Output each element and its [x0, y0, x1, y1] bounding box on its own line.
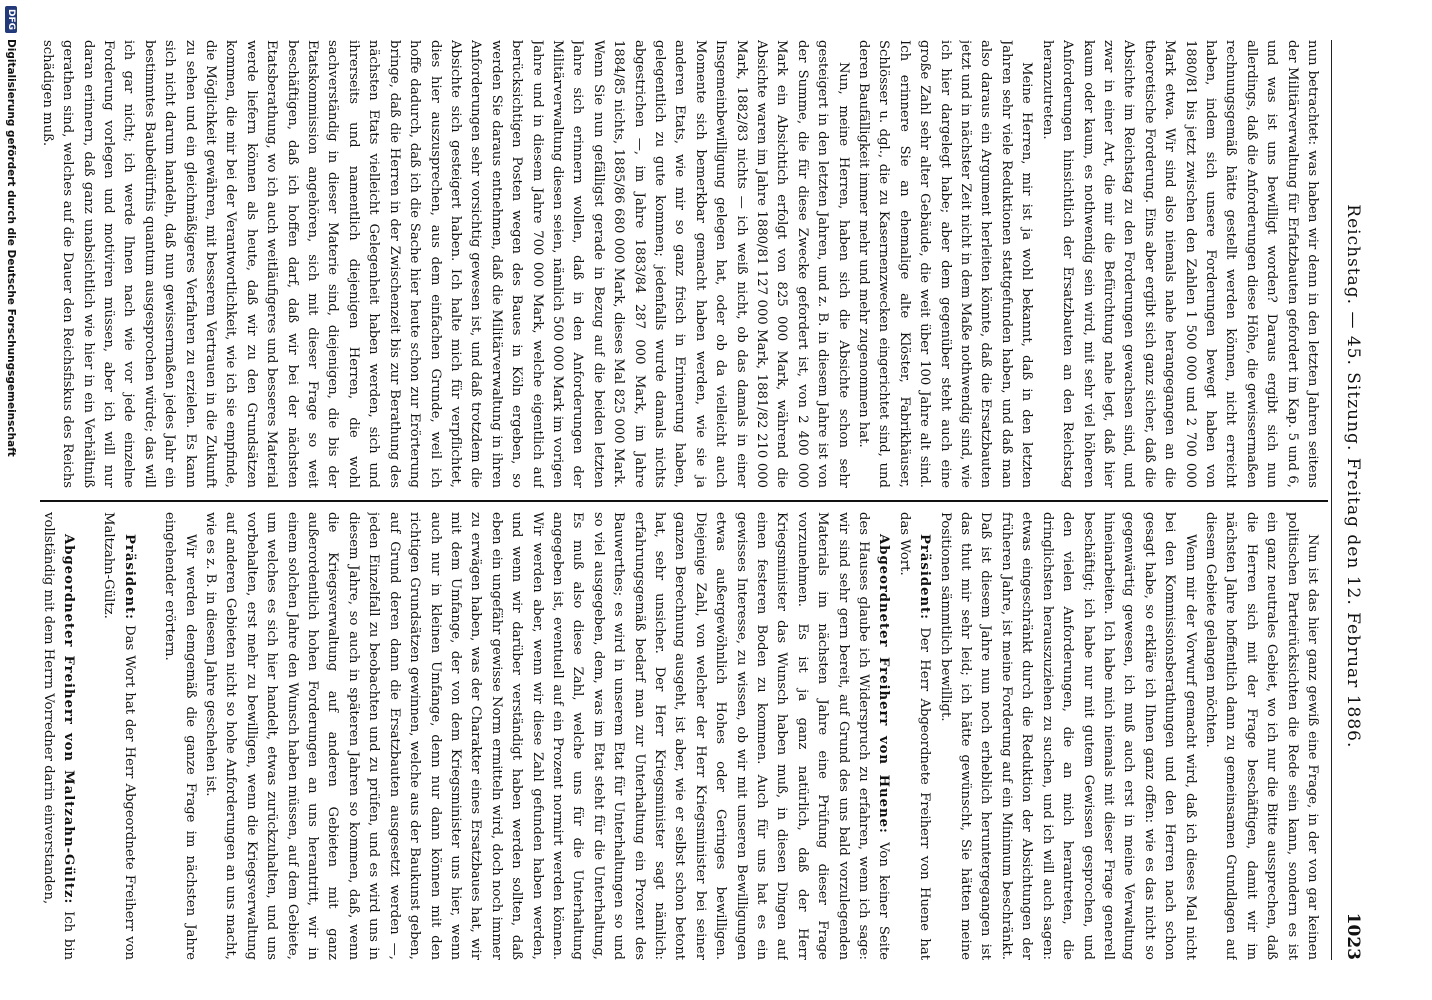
paragraph: Wenn mir der Vorwurf gemacht wird, daß ich dieses Mal nicht bei den Kommissionsberathungen und den Herren nach schon gesagt habe, so erkläre ich Ihnen ganz offen: wie es das nicht so gegenwärtig gewesen, ich muß auch erst in meine Verwaltung hineinarbeiten. Ich habe mich niemals mit dieser Frage generell beschäftigt; ich habe nur mit gutem Gewissen gesprochen, und den vielen Anforderungen, die an mich herantreten, die dringlichsten herauszuziehen zu suchen, und ich will auch sagen: etwas eingeschränkt durch die Reduktion der Absichtungen der früheren Jahre, ist meine Forderung auf ein Minimum beschränkt. Daß ist diesem Jahre nun noch erheblich heruntergegangen ist das thut mir sehr leid; ich hätte gewünscht, Sie hätten meine Positionen sämmtlich bewilligt.	[937, 512, 1198, 960]
speech-paragraph	[98, 512, 139, 960]
speech-text: Der Herr Abgeordnete Freiherr von Huene hat das Wort.	[896, 512, 933, 960]
paragraph: Nun, meine Herren, haben sich die Absichte schon sehr gesteigert in den letzten Jahren, und z. B. in diesem Jahre ist von der Summe, die für diese Zwecke gefordert ist, von 2 400 000 Mark ein Absichtich erfolgt von 825 000 Mark, während die Absichte waren im Jahre 1880/81 127 000 Mark, 1881/82 210 000 Mark, 1882/83 nichts — ich weiß nicht, ob das damals in einer Insgemeinbewilligung gelegen hat, oder ob da vielleicht auch Momente sich bemerkbar gemacht haben werden, wie sie ja anderen Etats, wie mir so ganz frisch in Erinnerung haben, gelegentlich zu gute kommen; jedenfalls wurde damals nichts abgestrichen —, im Jahre 1883/84 287 000 Mark, im Jahre 1884/85 nichts, 1885/86 680 000 Mark, dieses Mal 825 000 Mark. Wenn Sie nun gefälligst gerade in Bezug auf die beiden letzten Jahre sich erinnern wollen, daß in den Anforderungen der Militärverwaltung diesen seien, nämlich 500 000 Mark im vorigen Jahre und in diesem Jahre 700 000 Mark, welche eigentlich auf berücksichtigen Posten wegen des Baues in Köln ergeben, so werden Sie daraus entnehmen, daß die Militärverwaltung in ihren Anforderungen sehr vorsichtig gewesen ist, und daß trotzdem die Absichte sich gesteigert haben. Ich halte mich für verpflichtet, dies hier auszusprechen, aus dem einfachen Grunde, weil ich hoffe dadurch, daß ich die Sache hier heute schon zur Erörterung bringe, daß die Herren in der Zwischenzeit bis zur Berathung des nächsten Etats vielleicht Gelegenheit haben werden, sich und ihrerseits und namentlich diejenigen Herren, die wohl sachverständig in dieser Materie sind, diejenigen, die bis der Etatskommission angehören, sich mit dieser Frage so weit beschäftigen, daß ich hoffen darf, daß wir bei der nächsten Etatsberathung, wo ich auch weitläufigeres und besseres Material werde liefern können als heute, daß wir zu den Grundsätzen kommen, die mir bei der Verantwortlichkeit, wie ich sie empfinde, die Möglichkeit gewähren, mit besserem Vertrauen in die Zukunft zu sehen und ein gleichmäßigeres Verfahren zu erzielen. Es kann sich nicht darum handeln, daß nun gewissermaßen jedes Jahr ein bestimmtes Baubedürfnis quantum ausgesprochen würde; das will ich gar nicht; ich werde Ihnen nach wie vor jede einzelne Forderung vorlegen und motiviren müssen, aber ich will nur daran erinnern, daß ganz unabsichtlich wie hier in ein Verhältniß gerathen sind, welches auf die Dauer den Reichsfiskus des Reichs schädigen muß.	[40, 40, 851, 488]
paragraph: Nun ist das hier ganz gewiß eine Frage, in der von gar keinen politischen Parteirücksichten die Rede sein kann, sondern es ist ein ganz neutrales Gebiet, wo ich nur die Bitte aussprechen, daß die Herren sich mit der Frage beschäftigen, damit wir im nächsten Jahre hoffentlich dann zu gemeinsamen Grundlagen auf diesem Gebiete gelangen möchten.	[1202, 512, 1320, 960]
right-column	[40, 512, 1322, 960]
left-column	[40, 40, 1322, 488]
speech-text: Ich bin vollständig mit dem Herrn Vorredner darin einverstanden,	[40, 512, 77, 960]
header-title: Reichstag. — 45. Sitzung. Freitag den 12. Februar 1886.	[1343, 204, 1363, 749]
page-header	[1338, 40, 1368, 960]
speaker-name: Präsident:	[917, 534, 933, 621]
speaker-name: Abgeordneter Freiherr von Maltzahn-Gültz:	[61, 534, 77, 905]
page-number: 1023	[1343, 912, 1363, 960]
paragraph: nun betrachtet: was haben wir denn in den letzten Jahren seitens der Militärverwaltung für Erfatzbauten gefordert im Kap. 5 und 6, und was ist uns bewilligt worden? Daraus ergibt sich nun allerdings, daß die Anforderungen diese Höhe, die gewissermaßen rechnungsgemäß hätte gestellt werden können, nicht erreicht haben, indem sich unsere Forderungen bewegt haben von 1880/81 bis jetzt zwischen den Zahlen 1 500 000 und 2 700 000 Mark etwa. Wir sind also niemals nahe herangegangen an die theoretische Forderung. Eins aber ergibt sich ganz sicher, daß die Absichte im Reichstag zu den Forderungen gewachsen sind, und zwar in einer Art, die mir die Befürchtung nahe legt, daß hier kaum oder kaum, es nothwendig sein wird, mit sehr viel höheren Anforderungen hinsichtlich der Ersatzbauten an den Reichstag heranzutreten.	[1039, 40, 1320, 488]
footer-text: Digitalisierung gefördert durch die Deutsche Forschungsgemeinschaft	[5, 39, 17, 457]
speech-text: Von keiner Seite des Hauses glaube ich Widerspruch zu erfahren, wenn ich sage: wir sind sehr gern bereit, auf Grund des uns bald vorzulegenden Materials im nächsten Jahre eine Prüfung dieser Frage vorzunehmen. Es ist ja ganz natürlich, daß der Herr Kriegsminister das Wunsch haben muß, in diesen Dingen auf einen festeren Boden zu kommen. Auch für uns hat es ein gewisses Interesse, zu wissen, ob wir mit unseren Bewilligungen etwas außergewöhnlich Hohes oder Geringes bewilligen. Diejenige Zahl, von welcher der Herr Kriegsminister bei seiner ganzen Berechnung ausgeht, ist aber, wie er selbst schon betont hat, sehr unsicher. Der Herr Kriegsminister sagt nämlich: erfahrungsgemäß bedarf man zur Unterhaltung ein Prozent des Bauwerthes; es wird in unserem Etat für Unterhaltungen so und so viel ausgegeben, dem, was im Etat steht für die Unterhaltung, Es muß also diese Zahl, welche uns für die Unterhaltung angegeben ist, eventuell auf ein Prozent normirt werden können. Wir werden aber, wenn wir diese Zahl gefunden haben werden, und wenn wir darüber verständigt haben werden sollten, daß eben ein ungefähr gewisse Norm ermitteln wird, doch noch immer zu erwägen haben, was der Charakter eines Ersatzbaues hat, wir mit dem Umfange, der von dem Kriegsminister uns hier, wenn auch nur in kleinen Umfange, denn nur dann können mit den richtigen Grundsätzen gewinnen, welche aus der Baukunst geben, auf Grund deren dann die Ersatzbauten ausgesetzt werden —, jeden Einzelfall zu beobachten und zu prüfen, und es wird uns in diesem Jahre, so auch in späteren Jahren so kommen, daß, wenn die Kriegsverwaltung auf anderen Gebieten mit ganz außerordentlich hohen Forderungen an uns herantritt, wir in einem solchen Jahre den Wunsch haben müssen, auf dem Gebiete, um welches es sich hier handelt, etwas zurückzuhalten, und uns vorbehalten, erst mehr zu bewilligen, wenn die Kriegsverwaltung auf anderen Gebieten nicht so hohe Anforderungen an uns macht, wie es z. B. in diesem Jahre geschehen ist.	[203, 512, 892, 960]
paragraph: Wir werden demgemäß die ganze Frage im nächsten Jahre eingehender erörtern.	[162, 512, 198, 960]
header-rule	[1331, 40, 1332, 960]
speech-text: Das Wort hat der Herr Abgeordnete Freiherr von Maltzahn-Gültz.	[101, 512, 137, 960]
column-divider	[40, 500, 1328, 502]
digitization-footer	[0, 0, 22, 1000]
dfg-logo: DFG	[5, 6, 17, 33]
paragraph: Meine Herren, mir ist ja wohl bekannt, daß in den letzten Jahren sehr viele Reduktionen stattgefunden haben, und daß man also daraus ein Argument herleiten könnte, daß die Ersatzbauten jetzt und in nächster Zeit nicht in dem Maße nothwendig sind, wie ich hier dargelegt habe; aber dem gegenüber steht auch eine große Zahl sehr alter Gebäude, die weit über 100 Jahre alt sind. Ich erinnere Sie an ehemalige alte Klöster, Fabrikhäuser, Schlösser u. dgl., die zu Kasernenzwecken eingerichtet sind, und deren Baufälligkeit immer mehr und mehr zugenommen hat.	[856, 40, 1035, 488]
speech-paragraph	[893, 512, 934, 960]
speech-paragraph	[200, 512, 894, 960]
speech-paragraph	[40, 512, 78, 960]
speaker-name: Abgeordneter Freiherr von Huene:	[876, 534, 892, 834]
speaker-name: Präsident:	[121, 534, 137, 621]
